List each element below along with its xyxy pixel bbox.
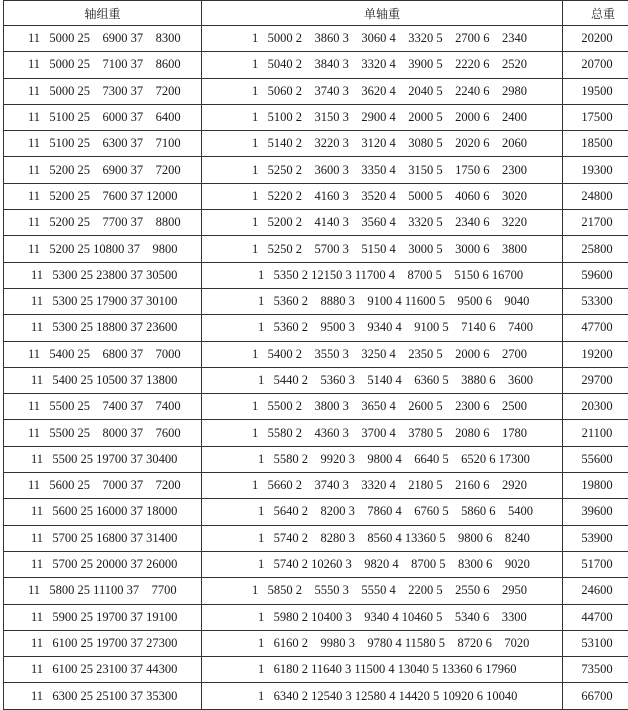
table-row [4,341,628,367]
total-weight-cell: 55600 [563,446,628,472]
single-axle-cell: 1 5580 2 9920 3 9800 4 6640 5 6520 6 17300 [202,446,563,472]
axle-weight-table [3,0,628,710]
axle-group-cell: 11 6100 25 19700 37 27300 [4,630,202,656]
axle-group-cell: 11 5700 25 20000 37 26000 [4,551,202,577]
axle-group-cell: 11 5200 25 7600 37 12000 [4,183,202,209]
header-total-weight: 总重 [563,1,628,26]
single-axle-cell: 1 6160 2 9980 3 9780 4 11580 5 8720 6 7020 [202,630,563,656]
table-row [4,446,628,472]
table-row [4,394,628,420]
axle-group-cell: 11 5000 25 7300 37 7200 [4,78,202,104]
single-axle-cell: 1 5040 2 3840 3 3320 4 3900 5 2220 6 2520 [202,52,563,78]
table-row [4,131,628,157]
single-axle-cell: 1 6180 2 11640 3 11500 4 13040 5 13360 6 17960 [202,657,563,683]
table-row [4,525,628,551]
table-row [4,473,628,499]
table-row [4,52,628,78]
single-axle-cell: 1 5500 2 3800 3 3650 4 2600 5 2300 6 2500 [202,394,563,420]
table-row [4,551,628,577]
total-weight-cell: 44700 [563,604,628,630]
axle-group-cell: 11 5100 25 6300 37 7100 [4,131,202,157]
axle-group-cell: 11 6100 25 23100 37 44300 [4,657,202,683]
total-weight-cell: 21100 [563,420,628,446]
table-row [4,262,628,288]
single-axle-cell: 1 5660 2 3740 3 3320 4 2180 5 2160 6 2920 [202,473,563,499]
single-axle-cell: 1 5400 2 3550 3 3250 4 2350 5 2000 6 2700 [202,341,563,367]
axle-group-cell: 11 5700 25 16800 37 31400 [4,525,202,551]
total-weight-cell: 20200 [563,26,628,52]
axle-group-cell: 11 5500 25 8000 37 7600 [4,420,202,446]
axle-group-cell: 11 5300 25 17900 37 30100 [4,288,202,314]
table-row [4,367,628,393]
axle-group-cell: 11 5000 25 6900 37 8300 [4,26,202,52]
total-weight-cell: 24600 [563,578,628,604]
total-weight-cell: 53900 [563,525,628,551]
total-weight-cell: 19800 [563,473,628,499]
single-axle-cell: 1 5580 2 4360 3 3700 4 3780 5 2080 6 1780 [202,420,563,446]
single-axle-cell: 1 5000 2 3860 3 3060 4 3320 5 2700 6 2340 [202,26,563,52]
single-axle-cell: 1 5060 2 3740 3 3620 4 2040 5 2240 6 2980 [202,78,563,104]
total-weight-cell: 39600 [563,499,628,525]
total-weight-cell: 73500 [563,657,628,683]
axle-group-cell: 11 5200 25 10800 37 9800 [4,236,202,262]
single-axle-cell: 1 5220 2 4160 3 3520 4 5000 5 4060 6 3020 [202,183,563,209]
axle-group-cell: 11 5000 25 7100 37 8600 [4,52,202,78]
table-row [4,236,628,262]
single-axle-cell: 1 5200 2 4140 3 3560 4 3320 5 2340 6 3220 [202,210,563,236]
axle-group-cell: 11 5400 25 6800 37 7000 [4,341,202,367]
single-axle-cell: 1 5360 2 9500 3 9340 4 9100 5 7140 6 7400 [202,315,563,341]
total-weight-cell: 20300 [563,394,628,420]
table-row [4,420,628,446]
single-axle-cell: 1 5740 2 8280 3 8560 4 13360 5 9800 6 8240 [202,525,563,551]
table-row [4,683,628,709]
table-row [4,604,628,630]
axle-group-cell: 11 5400 25 10500 37 13800 [4,367,202,393]
axle-group-cell: 11 5300 25 18800 37 23600 [4,315,202,341]
axle-group-cell: 11 5100 25 6000 37 6400 [4,104,202,130]
table-row [4,210,628,236]
total-weight-cell: 47700 [563,315,628,341]
single-axle-cell: 1 6340 2 12540 3 12580 4 14420 5 10920 6 10040 [202,683,563,709]
axle-group-cell: 11 6300 25 25100 37 35300 [4,683,202,709]
total-weight-cell: 53100 [563,630,628,656]
axle-group-cell: 11 5600 25 7000 37 7200 [4,473,202,499]
axle-group-cell: 11 5900 25 19700 37 19100 [4,604,202,630]
total-weight-cell: 59600 [563,262,628,288]
table-row [4,499,628,525]
total-weight-cell: 17500 [563,104,628,130]
single-axle-cell: 1 5440 2 5360 3 5140 4 6360 5 3880 6 3600 [202,367,563,393]
single-axle-cell: 1 5640 2 8200 3 7860 4 6760 5 5860 6 5400 [202,499,563,525]
total-weight-cell: 29700 [563,367,628,393]
total-weight-cell: 25800 [563,236,628,262]
table-body [4,26,628,710]
axle-group-cell: 11 5800 25 11100 37 7700 [4,578,202,604]
table-row [4,578,628,604]
axle-group-cell: 11 5500 25 7400 37 7400 [4,394,202,420]
total-weight-cell: 51700 [563,551,628,577]
single-axle-cell: 1 5360 2 8880 3 9100 4 11600 5 9500 6 9040 [202,288,563,314]
table-row [4,26,628,52]
table-row [4,315,628,341]
single-axle-cell: 1 5850 2 5550 3 5550 4 2200 5 2550 6 2950 [202,578,563,604]
axle-group-cell: 11 5200 25 6900 37 7200 [4,157,202,183]
total-weight-cell: 66700 [563,683,628,709]
total-weight-cell: 21700 [563,210,628,236]
single-axle-cell: 1 5250 2 5700 3 5150 4 3000 5 3000 6 3800 [202,236,563,262]
axle-group-cell: 11 5200 25 7700 37 8800 [4,210,202,236]
total-weight-cell: 53300 [563,288,628,314]
header-single-axle-weight: 单轴重 [202,1,563,26]
total-weight-cell: 24800 [563,183,628,209]
table-header-row [4,1,628,26]
single-axle-cell: 1 5140 2 3220 3 3120 4 3080 5 2020 6 2060 [202,131,563,157]
single-axle-cell: 1 5250 2 3600 3 3350 4 3150 5 1750 6 2300 [202,157,563,183]
table-row [4,78,628,104]
table-row [4,657,628,683]
header-axle-group-weight: 轴组重 [4,1,202,26]
total-weight-cell: 19300 [563,157,628,183]
table-row [4,630,628,656]
table-row [4,104,628,130]
axle-group-cell: 11 5500 25 19700 37 30400 [4,446,202,472]
axle-group-cell: 11 5600 25 16000 37 18000 [4,499,202,525]
total-weight-cell: 19500 [563,78,628,104]
single-axle-cell: 1 5350 2 12150 3 11700 4 8700 5 5150 6 16700 [202,262,563,288]
table-row [4,288,628,314]
single-axle-cell: 1 5980 2 10400 3 9340 4 10460 5 5340 6 3300 [202,604,563,630]
axle-group-cell: 11 5300 25 23800 37 30500 [4,262,202,288]
table-row [4,183,628,209]
single-axle-cell: 1 5740 2 10260 3 9820 4 8700 5 8300 6 9020 [202,551,563,577]
total-weight-cell: 20700 [563,52,628,78]
total-weight-cell: 18500 [563,131,628,157]
total-weight-cell: 19200 [563,341,628,367]
single-axle-cell: 1 5100 2 3150 3 2900 4 2000 5 2000 6 2400 [202,104,563,130]
table-row [4,157,628,183]
